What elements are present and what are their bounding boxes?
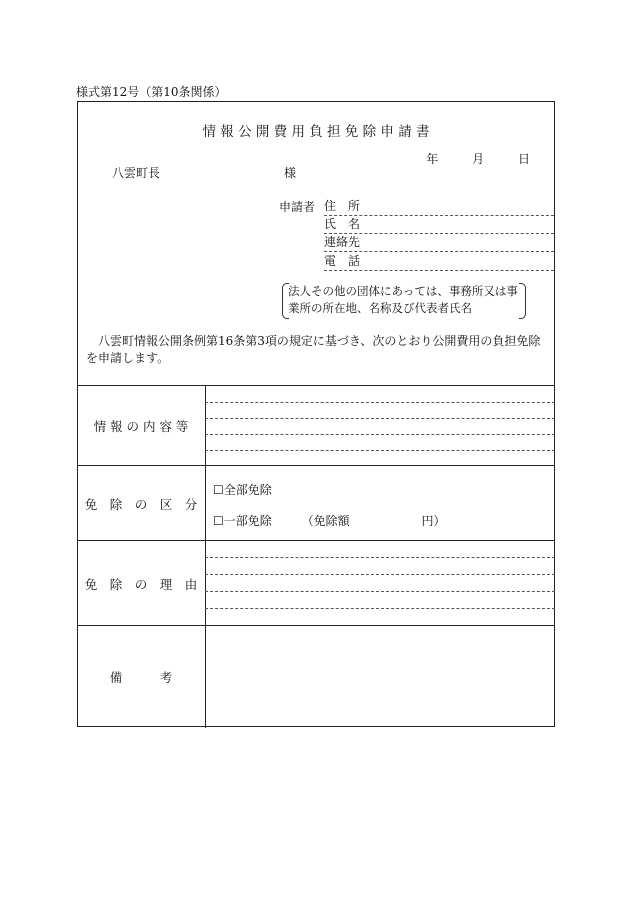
applicant-address-label: 住 所: [324, 199, 361, 213]
dotted-line: [205, 418, 555, 419]
date-year: 年: [426, 152, 439, 166]
exemption-reason-field[interactable]: [205, 541, 555, 626]
bracket-right: [519, 283, 526, 319]
yen-label: 円）: [421, 514, 446, 528]
applicant-phone-field[interactable]: [324, 252, 554, 271]
dotted-line: [205, 557, 555, 558]
remarks-label: 備 考: [77, 626, 206, 728]
dotted-line: [205, 402, 555, 403]
applicant-heading: 申請者: [279, 200, 316, 214]
application-form: [77, 101, 555, 727]
info-content-row: [77, 385, 555, 466]
applicant-phone-label: 電 話: [324, 254, 361, 268]
remarks-row: [77, 625, 555, 728]
info-content-field[interactable]: [205, 386, 555, 466]
applicant-name-field[interactable]: [324, 215, 554, 234]
form-title: 情 報 公 開 費 用 負 担 免 除 申 請 書: [202, 124, 430, 140]
dotted-line: [205, 591, 555, 592]
partial-amount-label: （免除額: [301, 514, 350, 528]
exemption-category-label: 免 除 の 区 分: [77, 466, 206, 541]
exemption-reason-label: 免 除 の 理 由: [77, 541, 206, 626]
dotted-line: [205, 450, 555, 451]
dotted-line: [205, 608, 555, 609]
form-number: 様式第12号（第10条関係）: [76, 85, 227, 99]
date-month: 月: [472, 152, 485, 166]
applicant-address-field[interactable]: [324, 197, 554, 216]
full-exemption-option[interactable]: ☐全部免除: [213, 483, 272, 497]
date-line: [398, 150, 530, 167]
dotted-line: [205, 574, 555, 575]
applicant-contact-label: 連絡先: [324, 235, 361, 249]
exemption-category-row: [77, 465, 555, 541]
declaration-text: 八雲町情報公開条例第16条第3項の規定に基づき、次のとおり公開費用の負担免除を申請します。: [86, 334, 541, 365]
exemption-reason-row: [77, 540, 555, 626]
applicant-contact-field[interactable]: [324, 233, 554, 252]
exemption-category-cell: [205, 466, 555, 541]
addressee: [112, 164, 297, 181]
info-content-label: 情 報 の 内 容 等: [77, 386, 206, 466]
partial-exemption-option[interactable]: [213, 512, 445, 529]
applicant-name-label: 氏 名: [324, 217, 361, 231]
addressee-name: 八雲町長: [112, 166, 161, 180]
corporate-note-text: 法人その他の団体にあっては、事務所又は事業所の所在地、名称及び代表者氏名: [288, 284, 518, 315]
partial-exemption-checkbox[interactable]: ☐一部免除: [213, 514, 272, 528]
date-day: 日: [517, 152, 530, 166]
dotted-line: [205, 434, 555, 435]
corporate-note: [282, 283, 521, 318]
addressee-honorific: 様: [284, 166, 297, 180]
remarks-field[interactable]: [205, 626, 555, 728]
